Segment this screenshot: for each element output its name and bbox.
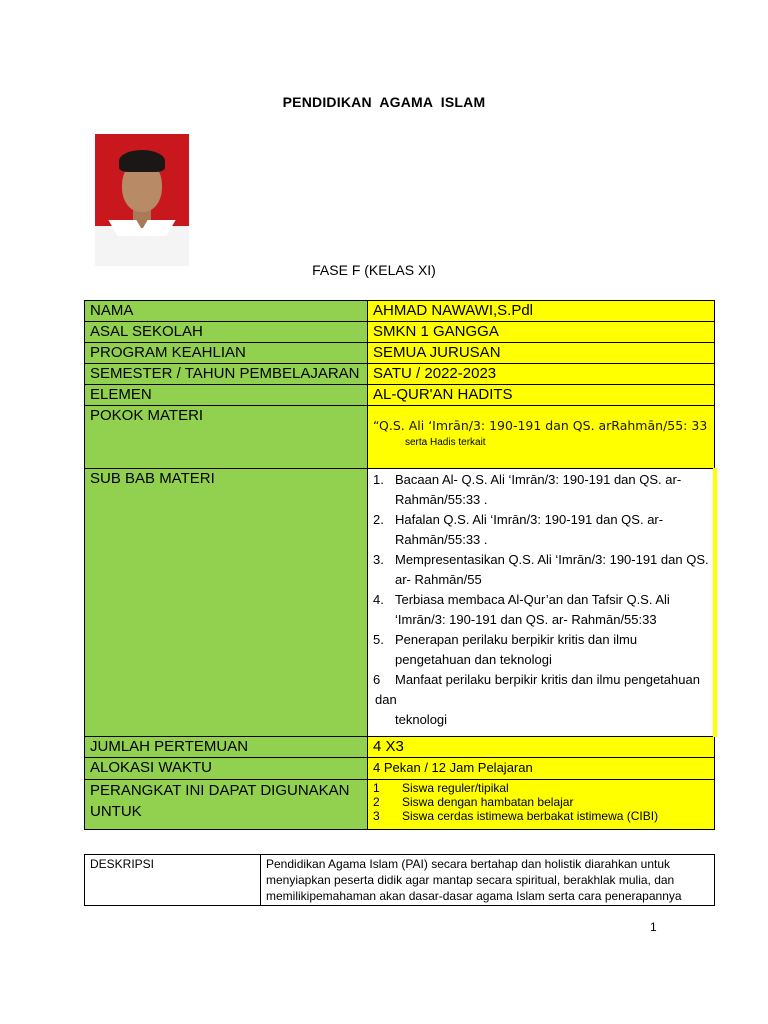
list-item: 5. Penerapan perilaku berpikir kritis dan ilmu pengetahuan dan teknologi <box>373 632 638 667</box>
jumlah-pertemuan-label: JUMLAH PERTEMUAN <box>85 737 368 758</box>
asal-sekolah-label: ASAL SEKOLAH <box>85 322 368 343</box>
perangkat-label: PERANGKAT INI DAPAT DIGUNAKAN UNTUK <box>85 780 368 830</box>
program-keahlian-label: PROGRAM KEAHLIAN <box>85 343 368 364</box>
document-title: PENDIDIKAN AGAMA ISLAM <box>282 94 486 110</box>
identity-table <box>84 300 717 830</box>
nama-value: AHMAD NAWAWI,S.Pdl <box>368 301 715 322</box>
sub-bab-list <box>373 470 713 730</box>
list-item: 1 Siswa reguler/tipikal <box>373 781 509 795</box>
list-item: 3 Siswa cerdas istimewa berbakat istimewa (CIBI) <box>373 809 659 823</box>
list-item: 2 Siswa dengan hambatan belajar <box>373 795 574 809</box>
list-item: 4. Terbiasa membaca Al-Qur’an dan Tafsir Q.S. Ali ‘Imrān/3: 190-191 dan QS. ar- Rahmān/55:33 <box>373 592 670 627</box>
perangkat-list <box>373 781 714 823</box>
jumlah-pertemuan-value: 4 X3 <box>368 737 715 758</box>
sub-bab-materi-label: SUB BAB MATERI <box>85 469 368 737</box>
list-item: 6 Manfaat perilaku berpikir kritis dan ilmu pengetahuan dan teknologi <box>373 672 700 727</box>
alokasi-waktu-label: ALOKASI WAKTU <box>85 758 368 780</box>
semester-value: SATU / 2022-2023 <box>368 364 715 385</box>
deskripsi-table <box>84 854 715 906</box>
page-number: 1 <box>650 920 657 934</box>
alokasi-waktu-value: 4 Pekan / 12 Jam Pelajaran <box>368 758 715 780</box>
asal-sekolah-value: SMKN 1 GANGGA <box>368 322 715 343</box>
sub-bab-materi-value <box>368 469 715 737</box>
elemen-label: ELEMEN <box>85 385 368 406</box>
pokok-materi-line1: “Q.S. Ali ‘Imrān/3: 190-191 dan QS. arRahmān/55: 33 <box>373 418 708 433</box>
elemen-value: AL-QUR'AN HADITS <box>368 385 715 406</box>
deskripsi-text: Pendidikan Agama Islam (PAI) secara bertahap dan holistik diarahkan untuk menyiapkan peserta didik agar mantap secara spiritual, berakhlak mulia, dan memilikipemahaman akan dasar-dasar agama Islam serta cara penerapannya <box>261 855 715 906</box>
profile-photo <box>95 134 189 266</box>
list-item: 3. Mempresentasikan Q.S. Ali ‘Imrān/3: 190-191 dan QS. ar- Rahmān/55 <box>373 552 709 587</box>
nama-label: NAMA <box>85 301 368 322</box>
pokok-materi-value <box>368 406 715 469</box>
list-item: 1. Bacaan Al- Q.S. Ali ‘Imrān/3: 190-191 dan QS. ar- Rahmān/55:33 . <box>373 472 682 507</box>
semester-label: SEMESTER / TAHUN PEMBELAJARAN <box>85 364 368 385</box>
fase-heading: FASE F (KELAS XI) <box>312 262 436 278</box>
program-keahlian-value: SEMUA JURUSAN <box>368 343 715 364</box>
list-item: 2. Hafalan Q.S. Ali ‘Imrān/3: 190-191 dan QS. ar- Rahmān/55:33 . <box>373 512 664 547</box>
perangkat-value <box>368 780 715 830</box>
pokok-materi-label: POKOK MATERI <box>85 406 368 469</box>
pokok-materi-line2: serta Hadis terkait <box>405 437 486 448</box>
deskripsi-label: DESKRIPSI <box>85 855 261 906</box>
